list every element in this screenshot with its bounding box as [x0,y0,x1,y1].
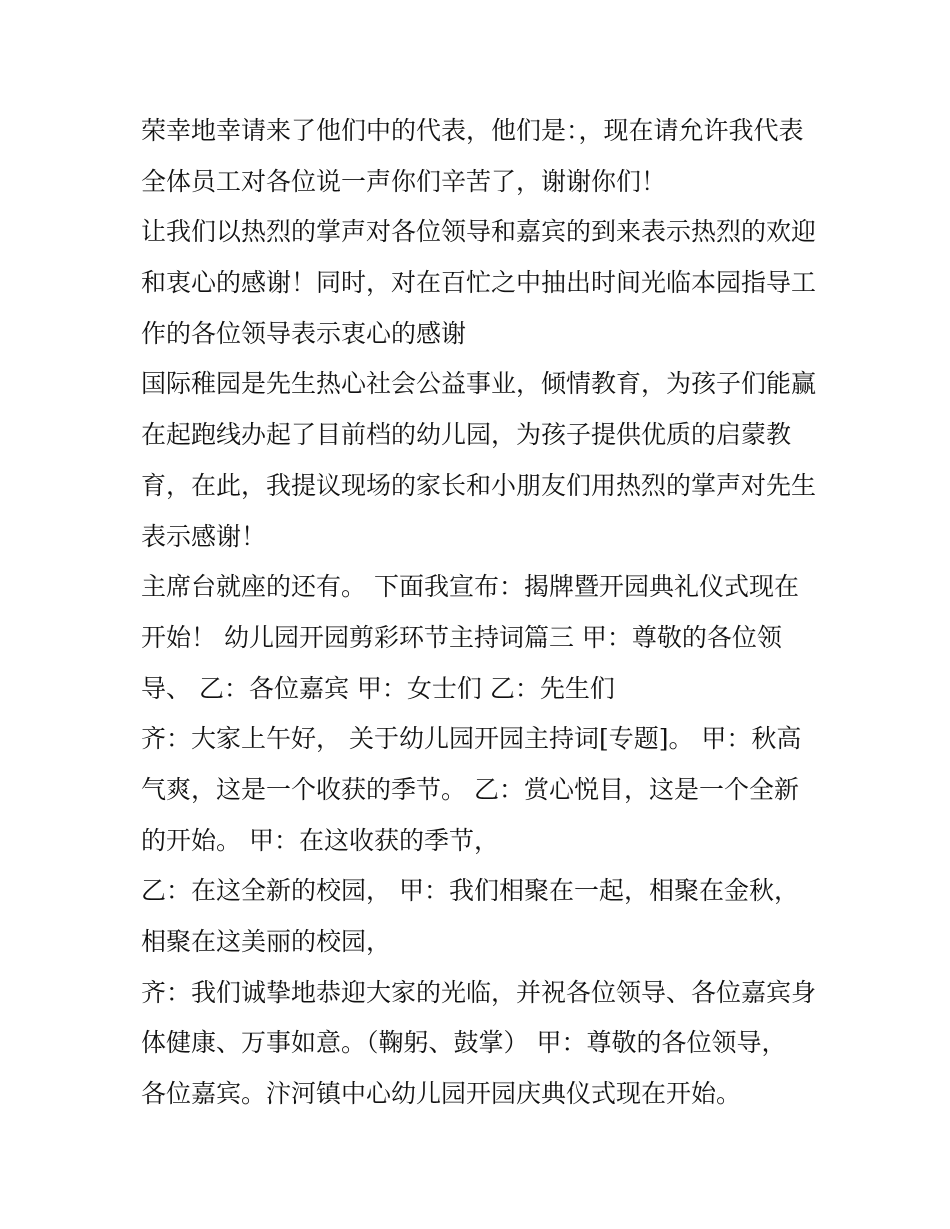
text-line: 让我们以热烈的掌声对各位领导和嘉宾的到来表示热烈的欢迎 [141,217,817,247]
text-line: 全体员工对各位说一声你们辛苦了，谢谢你们！ [141,166,667,196]
text-line: 体健康、万事如意。（鞠躬、鼓掌） 甲：尊敬的各位领导， [141,1028,787,1058]
text-line: 导、 乙：各位嘉宾 甲：女士们 乙：先生们 [141,673,615,703]
text-line: 的开始。 甲：在这收获的季节， [141,825,499,855]
text-line: 相聚在这美丽的校园， [141,927,392,956]
text-line: 和衷心的感谢！同时，对在百忙之中抽出时间光临本园指导工 [141,268,817,298]
document-body [141,106,821,1120]
text-line: 齐：我们诚挚地恭迎大家的光临，并祝各位领导、各位嘉宾身 [141,977,817,1007]
text-line: 开始！ 幼儿园开园剪彩环节主持词篇三 甲：尊敬的各位领 [141,622,782,652]
text-line: 乙：在这全新的校园， 甲：我们相聚在一起，相聚在金秋， [141,876,799,906]
text-line: 国际稚园是先生热心社会公益事业，倾情教育，为孩子们能赢 [141,369,817,399]
text-line: 各位嘉宾。汴河镇中心幼儿园开园庆典仪式现在开始。 [141,1079,742,1109]
text-line: 育，在此，我提议现场的家长和小朋友们用热烈的掌声对先生 [141,470,817,500]
text-line: 齐：大家上午好， 关于幼儿园开园主持词[专题]。 甲：秋高 [141,724,802,754]
text-line: 在起跑线办起了目前档的幼儿园，为孩子提供优质的启蒙教 [141,420,792,450]
text-line: 表示感谢！ [141,521,267,551]
text-line: 气爽，这是一个收获的季节。 乙：赏心悦目，这是一个全新 [141,774,799,804]
text-line: 作的各位领导表示衷心的感谢 [141,318,467,348]
text-line: 主席台就座的还有。 下面我宣布：揭牌暨开园典礼仪式现在 [141,572,799,602]
text-line: 荣幸地幸请来了他们中的代表，他们是：，现在请允许我代表 [141,116,804,145]
